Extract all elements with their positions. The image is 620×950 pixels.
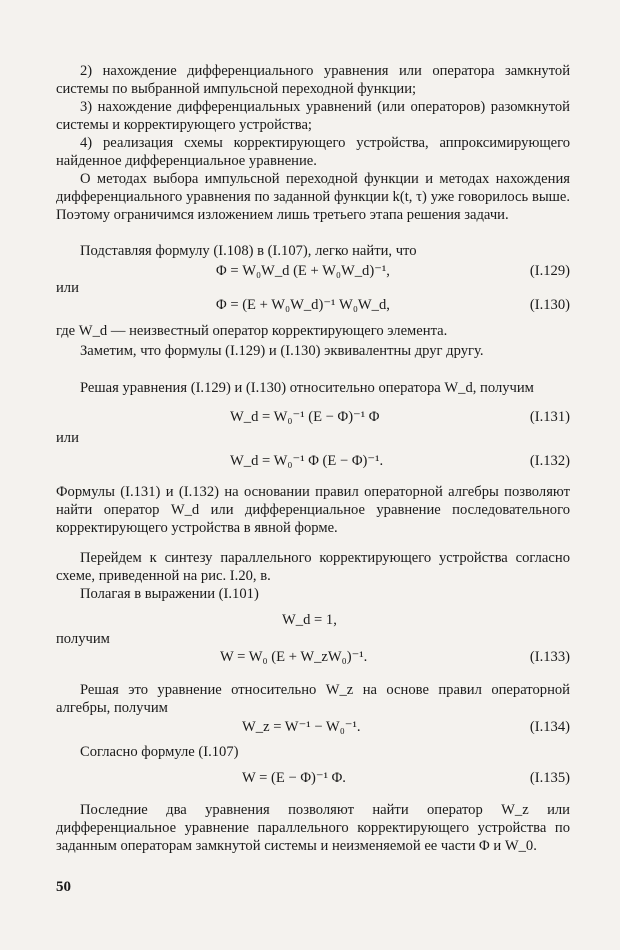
equation-number: (I.135) (529, 770, 570, 786)
word-we-get: получим (56, 631, 110, 647)
equation-134 (56, 718, 570, 738)
equation-133 (56, 648, 570, 668)
paragraph-step-3: 3) нахождение дифференциальных уравнений (или операторов) разомкнутой системы и корректирующего устройства; (56, 99, 570, 133)
equation-formula: W = W₀ (E + W_zW₀)⁻¹. (220, 649, 368, 665)
paragraph-step-2: 2) нахождение дифференциального уравнения или оператора замкнутой системы по выбранной импульсной переходной функции; (56, 63, 570, 97)
equation-formula: Φ = (E + W₀W_d)⁻¹ W₀W_d, (216, 297, 390, 313)
equation-135 (56, 769, 570, 789)
paragraph-where: где W_d — неизвестный оператор корректирующего элемента. (56, 323, 448, 339)
paragraph-according: Согласно формуле (I.107) (80, 744, 239, 760)
equation-132 (56, 452, 570, 472)
paragraph-last: Последние два уравнения позволяют найти оператор W_z или дифференциальное уравнение параллельного корректирующего устройства по заданным операторам замкнутой системы и неизменяемой ее части Φ и W_0. (56, 802, 570, 854)
paragraph-solving: Решая уравнения (I.129) и (I.130) относительно оператора W_d, получим (80, 380, 534, 396)
equation-formula: W_d = 1, (282, 612, 337, 628)
paragraph-parallel: Перейдем к синтезу параллельного корректирующего устройства согласно схеме, приведенной на рис. I.20, в. (56, 550, 570, 584)
equation-number: (I.131) (529, 409, 570, 425)
paragraph-methods: О методах выбора импульсной переходной функции и методах нахождения дифференциального уравнения по заданной функции k(t, τ) уже говорилось выше. Поэтому ограничимся изложением лишь третьего этапа решения задачи. (56, 171, 570, 223)
paragraph-formulas: Формулы (I.131) и (I.132) на основании правил операторной алгебры позволяют найти оператор W_d или дифференциальное уравнение последовательного корректирующего устройства в явной форме. (56, 484, 570, 536)
equation-number: (I.129) (529, 263, 570, 279)
equation-number: (I.130) (529, 297, 570, 313)
equation-formula: W = (E − Φ)⁻¹ Φ. (242, 770, 346, 786)
page-number: 50 (56, 879, 71, 895)
equation-formula: W_z = W⁻¹ − W₀⁻¹. (242, 719, 361, 735)
conjunction-or: или (56, 430, 79, 446)
paragraph-step-4: 4) реализация схемы корректирующего устройства, аппроксимирующего найденное дифференциальное уравнение. (56, 135, 570, 169)
equation-130 (56, 296, 570, 316)
equation-number: (I.132) (529, 453, 570, 469)
equation-formula: Φ = W₀W_d (E + W₀W_d)⁻¹, (216, 263, 390, 279)
equation-number: (I.134) (529, 719, 570, 735)
equation-129 (56, 262, 570, 282)
equation-formula: W_d = W₀⁻¹ Φ (E − Φ)⁻¹. (230, 453, 384, 469)
paragraph-assuming: Полагая в выражении (I.101) (80, 586, 259, 602)
paragraph-substitution: Подставляя формулу (I.108) в (I.107), легко найти, что (80, 243, 417, 259)
equation-wd (56, 611, 570, 631)
conjunction-or: или (56, 280, 79, 296)
equation-formula: W_d = W₀⁻¹ (E − Φ)⁻¹ Φ (230, 409, 380, 425)
paragraph-note: Заметим, что формулы (I.129) и (I.130) эквивалентны друг другу. (80, 343, 484, 359)
paragraph-solving-z: Решая это уравнение относительно W_z на основе правил операторной алгебры, получим (56, 682, 570, 716)
equation-131 (56, 408, 570, 428)
equation-number: (I.133) (529, 649, 570, 665)
